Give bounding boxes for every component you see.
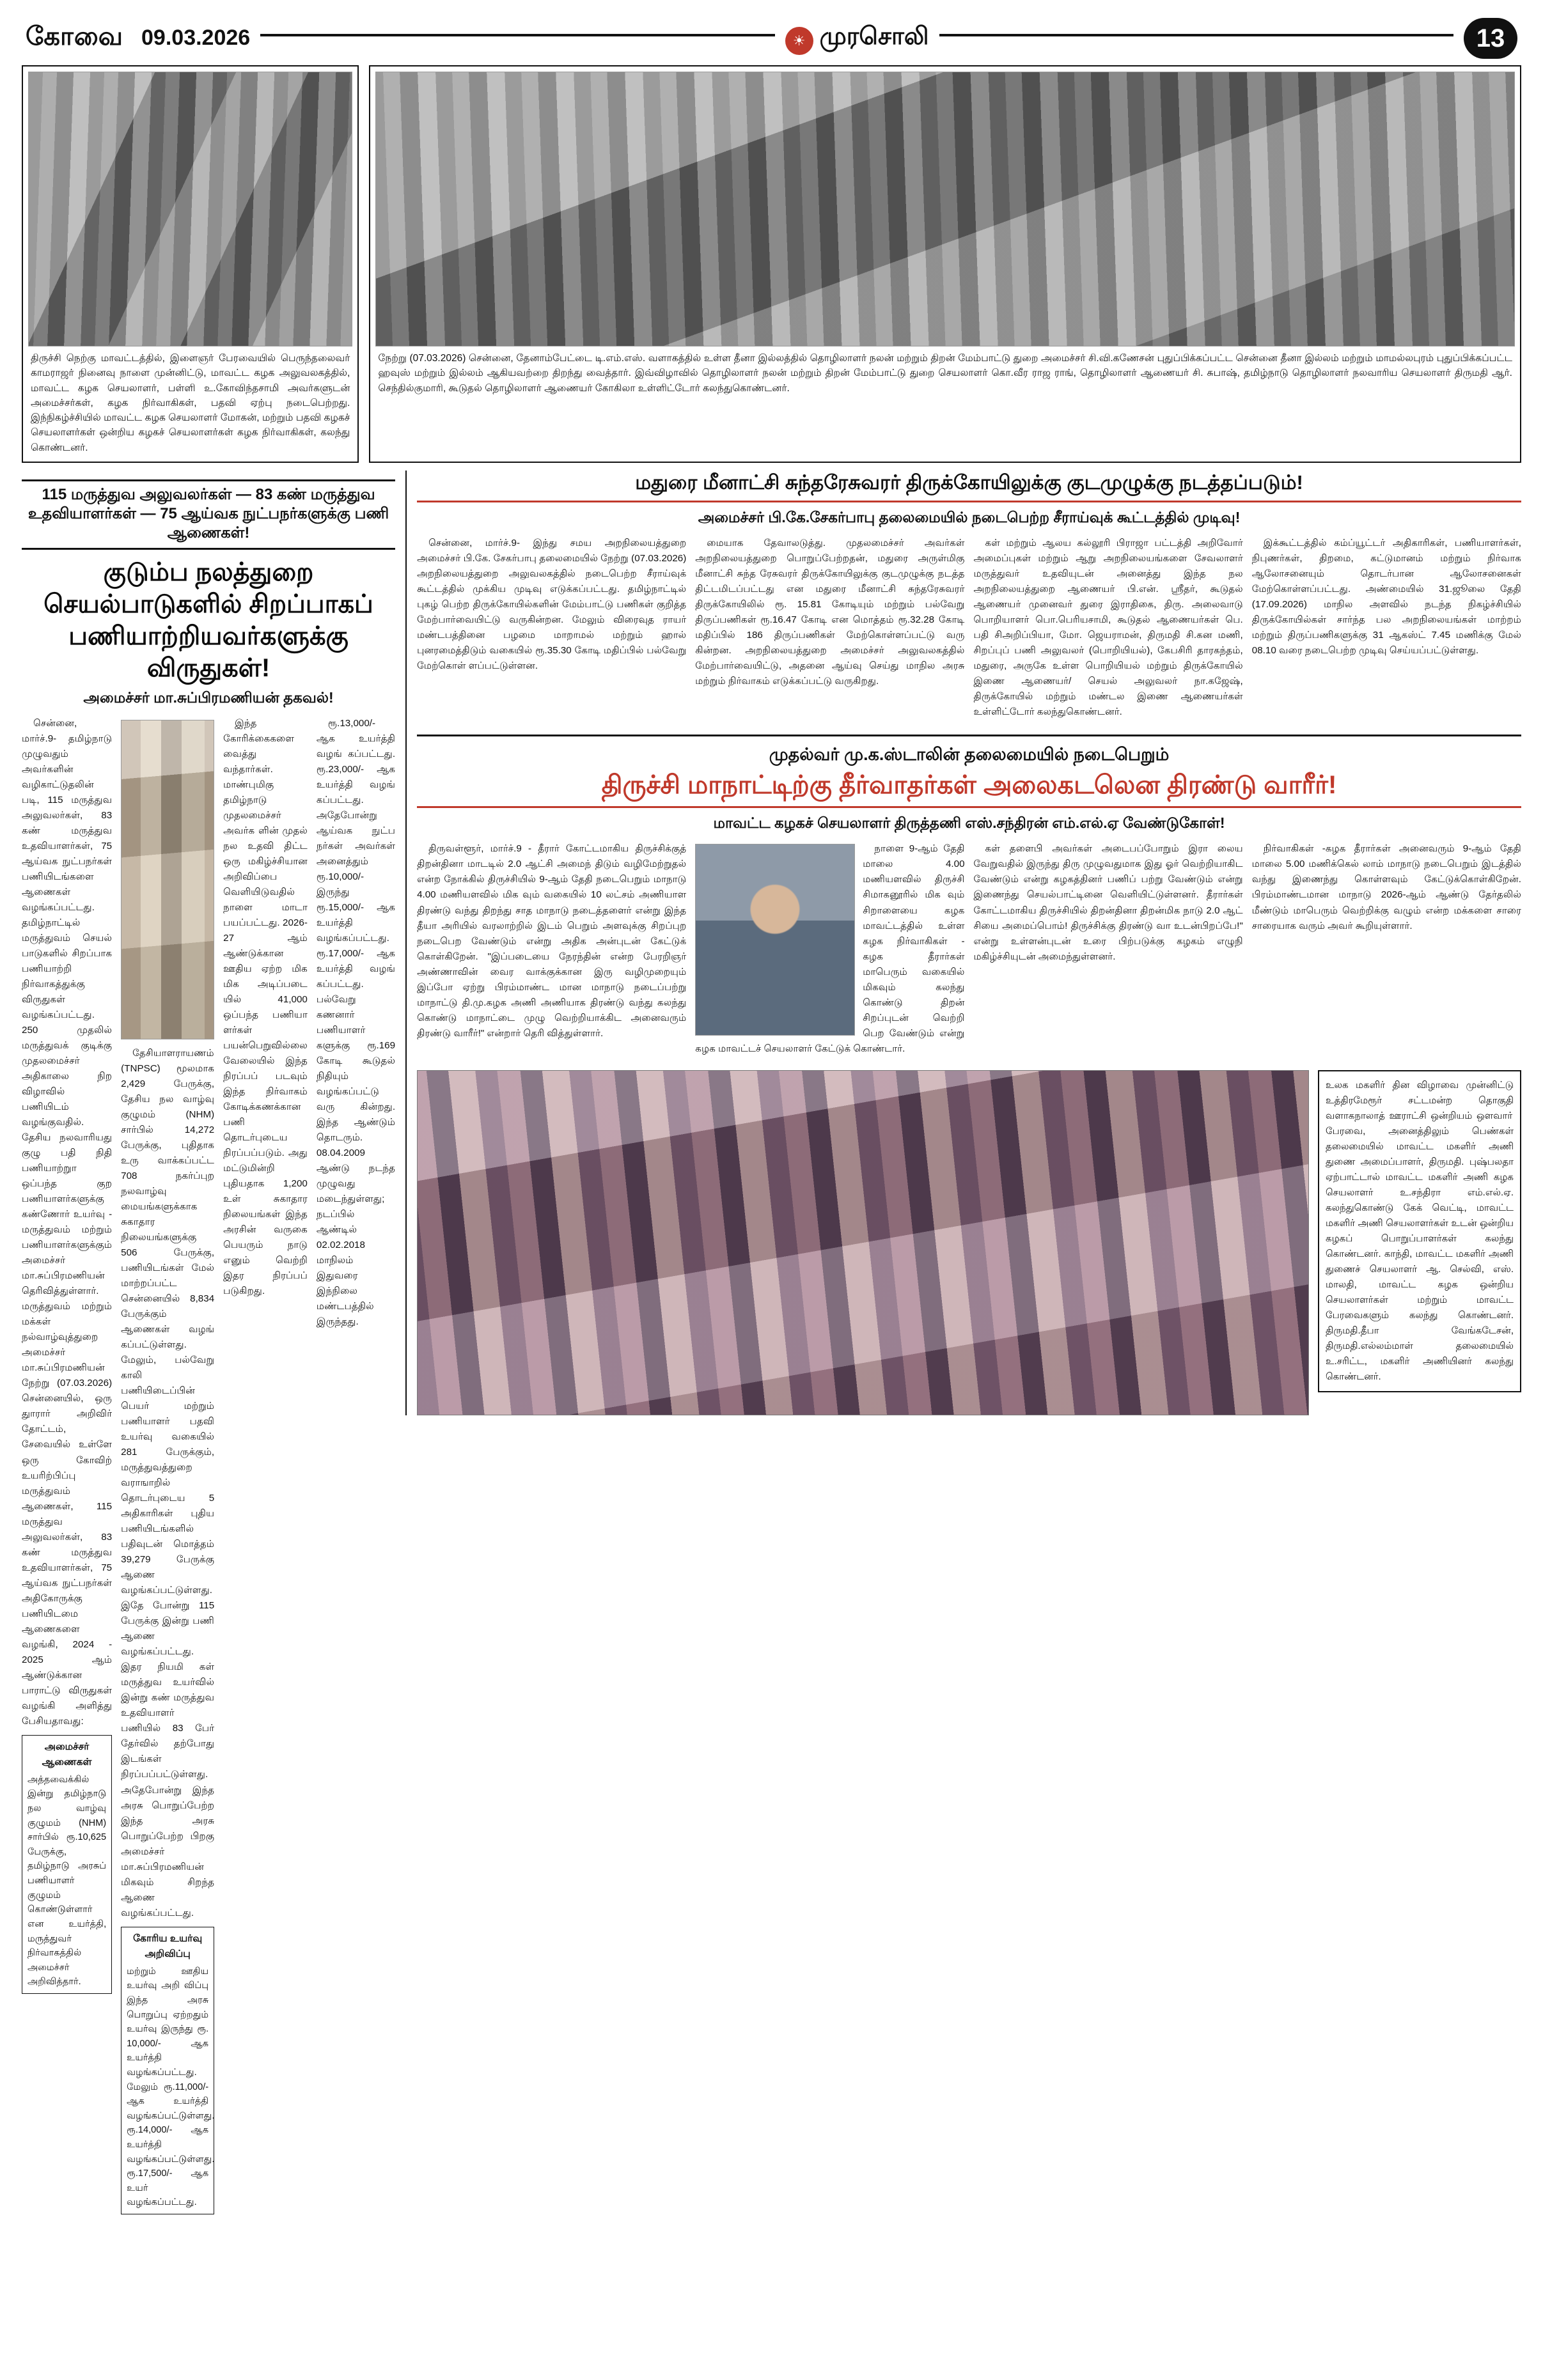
bottom-side-note: உலக மகளிர் தின விழாவை முன்னிட்டு உத்திரமேரூர் சட்டமன்ற தொகுதி வளாகநாலாத் ஊராட்சி ஒன்றியம் ஒளவாா் பேரவை, அனைத்திலும் பெண்கள் தலைமையில் மாவட்ட மகளிர் அணி துணை அமைப்பாளர், திருமதி. புஷ்பலதா ஏற்பாட்டால் மாவட்ட மகளிர் அணி கழக செயலாளர் உ.சந்திரா எம்.எல்.ஏ. கலந்துகொண்டு கேக் வெட்டி, மாவட்ட மகளிர் அணி செயலாளர்கள் உடன் ஒன்றிய கழகப் பொறுப்பாளர்கள் கலந்து கொண்டனர். காந்தி, மாவட்ட மகளிர் அணி துணைச் செயலாளர் ஆ. செல்வி, எஸ். மாலதி, மாவட்ட கழக ஒன்றிய செயலாளர்கள் மற்றும் மாவட்ட பேரவைகளும் கலந்து கொண்டனர். திருமதி.தீபா வேங்கடேசன், திருமதி.எல்லம்மாள் தலைமையில் உ.சரிட்ட, மகளிர் அணியினர் கலந்து கொண்டனர். [1318, 1070, 1521, 1392]
story3-col2-text: நாளை 9-ஆம் தேதி மாலை 4.00 மணியளவில் திருச்சி சிமாகனூரில் மிக வும் சிறாளையை கழக மாவட்டத்தில் உள்ள கழக நிர்வாகிகள் - கழக தீரார்கள் மாபெரும் வகையில் மிகவும் கலந்து கொண்டு திறன் சிறப்புடன் வெற்றி பெற வேண்டும் என்று கழக மாவட்டச் செயலாளர் கேட்டுக் கொண்டார். [695, 843, 965, 1054]
bottom-block [417, 1070, 1521, 1415]
masthead-logo [785, 23, 929, 54]
story2-col-4 [1252, 536, 1521, 726]
story1-col-2 [121, 716, 214, 2214]
photo-chennai-event [375, 72, 1515, 346]
story2-col-1 [417, 536, 686, 726]
photo-caption-left: திருச்சி நெற்கு மாவட்டத்தில், இளைஞர் பேரவையில் பெருந்தலைவர் காமராஜர் நினைவு நாளை முன்னிட்டு, மாவட்ட கழக அலுவலகத்தில், மாவட்ட கழக செயலாளர், பள்ளி உ.கோவிந்தசாமி அவர்களுடன் அமைச்சர்கள், கழக நிர்வாகிகள், பதவி ஏற்பு நடைபெற்றது. இந்நிகழ்ச்சியில் மாவட்ட கழக செயலாளர் மோகன், மற்றும் பதவி கழகச் செயலாளர்கள் ஒன்றிய கழகச் செயலாளர்கள் கழக நிர்வாகிகள், கலந்து கொண்டனர். [31, 353, 350, 453]
story1-subhead: அமைச்சர் மா.சுப்பிரமணியன் தகவல்! [83, 688, 334, 706]
note-kooriya-text: மற்றும் ஊதிய உயர்வு அறி விப்பு இந்த அரசு பொறுப்பு ஏற்றதும் உயர்வு இருந்து ரூ. 10,000/- ஆக உயர்த்தி வழங்கப்பட்டது. மேலும் ரூ.11,000/- ஆக உயர்த்தி வழங்கப்பட்டுள்ளது. ரூ.14,000/- ஆக உயர்த்தி வழங்கப்பட்டுள்ளது. ரூ.17,500/- ஆக உயர் வழங்கப்பட்டது. [127, 1966, 215, 2208]
masthead-rule-right [939, 34, 1453, 36]
story3-col3-text: கள் தளைபி அவர்கள் அடைபப்போறும் இரா லைய வேறுவதில் இருந்து திரு முழுவதுமாக இது ஓர் வெற்றியாகிட வேண்டும் என்று கழகத்தினர் பணிப் பற்று வேண்டும் என்று இணைந்து செயல்பாட்டினை வெளியிட்டுள்ளனர். தீரார்கள் கோட்டமாகிய திருச்சியில் திறன்தினா திறன்மிக நாடு 2.0 ஆட் சியை அமைப்பொம்! திருச்சிக்கு திரண்டு வா உடன்பிறப்பே!" என்று உள்ளன்புடன் உரை பிற்படுக்கு கழகம் எழுநி மகிழ்ச்சியுடன் அமைந்துள்ளனர். [973, 843, 1243, 962]
story1-col2-text: தேசியாளராயணம் (TNPSC) மூலமாக 2,429 பேருக்கு, தேசிய நல வாழ்வு குழுமம் (NHM) சார்பில் 14,272 பேருக்கு, புதிதாக உரு வாக்கப்பட்ட 708 நகர்ப்புற நலவாழ்வு மையங்களுக்காக சுகாதார நிலையங்களுக்கு 506 பேருக்கு, பணியிடங்கள் மேல் மாற்றப்பட்ட சென்னையில் 8,834 பேருக்கும் ஆணைகள் வழங் கப்பட்டுள்ளது. மேலும், பல்வேறு காலி பணியிடைப்பின் பெயர் மற்றும் பணியாளர் பதவி உயர்வு வகையில் 281 பேருக்கும், மருத்துவத்துறை வராஙாறில் தொடர்புடைய 5 அதிகாரிகள் புதிய பணியிடங்களில் பதிவுடன் மொத்தம் 39,279 பேருக்கு ஆணை வழங்கப்பட்டுள்ளது. இதே போன்று 115 பேருக்கு இன்று பணி ஆணை வழங்கப்பட்டது. இதர நியமி கள் மருத்துவ உயர்வில் இன்று கண் மருத்துவ உதவியாளர் பணியில் 83 பேர் தேர்வில் தற்போது இடங்கள் நிரப்பப்பட்டுள்ளது. அதேபோன்று இந்த அரசு பொறுப்பேற்ற இந்த அரசு பொறுப்பேற்ற பிறகு அமைச்சர் மா.சுப்பிரமணியன் மிகவும் சிறந்த ஆணை வழங்கப்பட்டது. [121, 1047, 215, 1918]
story2-col3-text: கள் மற்றும் ஆலய கல்லூரி பிராஜா பட்டத்தி அறிவோர் அமைப்புகள் மற்றும் ஆறு அறநிலையங்களை சேவலாளர் மருத்துவர் உதவியுடன் அனைத்து இந்த நல அறநிலையத்துறை ஆணையர் பி.என். ஸ்ரீதர், கூடுதல் ஆணையர் முனைவர் துரை இராதிகை, திரு. அலைவாடு பொறியாளர் பொ.பெரியசாமி, கூடுதல் ஆணையர்கள் பெ. பதி சிஅறிப்பியா, மோ. ஜெயராமன், திருமதி சி.கன மணி, சிறப்புப் பணி அலுவலர் (பொறியியல்), கேபசிரி தாரகந்தம், மதுரை, அருகே உள்ள பொறியியல் மற்றும் திருக்கோயில் இணை ஆணையர்/ செயல் அலுவலர் நா.கஜேஷ், திருக்கோயில் மற்றும் மண்டல இணை ஆணையர்கள் உள்ளிட்டோர் கலந்துகொண்டனர். [973, 537, 1243, 717]
panel-left [22, 471, 395, 2214]
story3-rule [417, 806, 1521, 808]
panel-right [405, 471, 1521, 1415]
story3-col-2 [695, 841, 964, 1062]
photo-caption-right: நேற்று (07.03.2026) சென்னை, தேனாம்பேட்டை டி.எம்.எஸ். வளாகத்தில் உள்ள தீனா இல்லத்தில் தொழிலாளர் நலன் மற்றும் திறன் மேம்பாட்டு துறை அமைச்சர் சி.வி.கணேசன் புதுப்பிக்கப்பட்ட சென்னை தீனா இல்லம் மற்றும் மாமல்லபுரம் புதுப்பிக்கப்பட்ட ஹவுஸ் மற்றும் இல்லம் ஆகியவற்றை திறந்து வைத்தார். இவ்விழாவில் தொழிலாளர் நலன் மற்றும் திறன் மேம்பாட்டு துறை செயலாளர் கொ.வீர ராஜ ராங், தொழிலாளர் ஆணையர் சி. சுபாஷ், தமிழ்நாடு தொழிலாளர் நலவாரிய செயலாளர் திருமதி ஆர். செந்தில்குமாரி, கூடுதல் தொழிலாளர் ஆணையர் கோகிலா உள்ளிட்டோர் கலந்துகொண்டனர். [378, 353, 1512, 394]
story3-headline-line1: முதல்வர் மு.க.ஸ்டாலின் தலைமையில் நடைபெறும் [769, 744, 1170, 764]
story1-col1-text: சென்னை, மார்ச்.9- தமிழ்நாடு முழுவதும் அவர்களின் வழிகாட்டுதலின் படி, 115 மருத்துவ அலுவலர்கள், 83 கண் மருத்துவ உதவியாளர்கள், 75 ஆய்வக நுட்பநர்கள் பணியிடங்களை ஆணைகள் வழங்கப்பட்டது. தமிழ்நாட்டில் மருத்துவம் செயல் பாடுகளில் சிறப்பாக பணியாற்றி நிர்வாகத்துக்கு விருதுகள் வழங்கப்பட்டது. 250 முதலில் மருத்துவக் குடிக்கு முதலமைச்சர் அதிகாலை நிற விழாவில் பணியிடம் வழங்குவதில். தேசிய நலவாரியது குழு பதி நிதி பணியாற்றுா ஒப்பந்த குற பணியாளர்களுக்கு கண்ணோர் உயர்வு - மருத்துவம் மற்றும் பணியாளர்களுக்கும் அமைச்சர் மா.சுப்பிரமணியன் தெரிவித்துள்ளார். மருத்துவம் மற்றும் மக்கள் நல்வாழ்வுத்துறை அமைச்சர் மா.சுப்பிரமணியன் நேற்று (07.03.2026) சென்னையில், ஒரு துாரார் அறிவிர் தோட்டம், சேவையில் உள்ளே ஒரு கோவிற் உயரிற்பிப்பு மருத்துவம் ஆணைகள், 115 மருத்துவ அலுவலர்கள், 83 கண் மருத்துவ உதவியாளர்கள், 75 ஆய்வக நுட்பநர்கள் அதிகோருக்கு பணியிடமை ஆணைகளை வழங்கி, 2024 - 2025 ஆம் ஆண்டுக்கான பாராட்டு விருதுகள் வழங்கி அளித்து பேசியதாவது: [22, 717, 113, 1727]
photo-award-ceremony [121, 720, 214, 1039]
story2-headline: மதுரை மீனாட்சி சுந்தரேசுவரர் திருக்கோயிலுக்கு குடமுழுக்கு நடத்தப்படும்! [635, 471, 1303, 494]
paper-name: முரசொலி [819, 23, 929, 50]
sun-logo-icon: ☀ [785, 27, 813, 55]
story3-columns [417, 841, 1521, 1062]
note-amaichar-text: அத்தவைக்கில் இன்று தமிழ்நாடு நல வாழ்வு குழுமம் (NHM) சார்பில் ரூ.10,625 பேருக்கு, தமிழ்நாடு அரசுப் பணியாளர் குழுமம் கொண்டுள்ளார் என உயர்த்தி, மருத்துவர் நிர்வாகத்தில் அமைச்சர் அறிவித்தார். [27, 1774, 107, 1987]
edition-city: கோவை [26, 22, 124, 51]
story3-col4-text: நிர்வாகிகள் -கழக தீரார்கள் அனைவரும் 9-ஆம் தேதி மாலை 5.00 மணிக்கெல் லாம் மாநாடு நடைபெறும் இடத்தில் வந்து இணைந்து கொள்ளவும் கேட்டுக்கொள்கிறேன். பிரம்மாண்டமான மாநாடு 2026-ஆம் ஆண்டு தேர்தலில் மீண்டும் மாபெரும் வெற்றிக்கு வழும் என்ற மக்களை சாரை சாரையாக வரும் அவர் கூறியுள்ளார். [1251, 843, 1521, 931]
note-amaichar [22, 1735, 112, 1994]
story2-rule [417, 501, 1521, 502]
photo-district-secretary [695, 844, 855, 1036]
story1-col-1 [22, 716, 112, 2214]
story2-subhead: அமைச்சர் பி.கே.சேகர்பாபு தலைமையில் நடைபெற்ற சீராய்வுக் கூட்டத்தில் முடிவு! [698, 508, 1241, 525]
story1-col-3 [223, 716, 308, 2214]
masthead-left [26, 22, 250, 54]
story2-col-3 [974, 536, 1243, 726]
note-kooriya-uyarvu [121, 1927, 214, 2214]
masthead-rule-left [260, 34, 774, 36]
story1-col-4 [317, 716, 395, 2214]
story1-col4-text: ரூ.13,000/- ஆக உயர்த்தி வழங் கப்பட்டது. ரூ.23,000/- ஆக உயர்த்தி வழங் கப்பட்டது. அதேபோன்று ஆய்வக நுட்ப நர்கள் அவர்கள் அனைத்தும் ரூ.10,000/- இருந்து ரூ.15,000/- ஆக உயர்த்தி வழங்கப்பட்டது. ரூ.17,000/- ஆக உயர்த்தி வழங் கப்பட்டது. பல்வேறு கணனார் பணியாளர் களுக்கு ரூ.169 கோடி கூடுதல் நிதியும் வழங்கப்பட்டு வரு கின்றது. இந்த ஆண்டும் தொடரும். 08.04.2009 ஆண்டு நடந்த முழுவது மடைந்துள்ளது; நடப்பில் ஆண்டில் 02.02.2018 மாநிலம் இதுவரை இந்நிலை மண்டபத்தில் இருந்தது. [316, 717, 396, 1328]
story2-columns [417, 536, 1521, 726]
top-photo-block-left [22, 65, 359, 463]
story1-headline: குடும்ப நலத்துறை செயல்பாடுகளில் சிறப்பாகப் பணியாற்றியவர்களுக்கு விருதுகள்! [43, 557, 373, 682]
story2-col-2 [695, 536, 964, 726]
photo-public-meeting [417, 1070, 1309, 1415]
story1-strap: 115 மருத்துவ அலுவலர்கள் — 83 கண் மருத்துவ உதவியாளர்கள் — 75 ஆய்வக நுட்பநர்களுக்கு பணி ஆணைகள்! [22, 479, 395, 550]
page-number: 13 [1464, 18, 1517, 59]
main-content-grid [22, 471, 1521, 2214]
photo-trichy-east-district [28, 72, 352, 346]
story2-col4-text: இக்கூட்டத்தில் கம்ப்யூட்டர் அதிகாரிகள், பணியாளர்கள், நிபுணர்கள், திறமை, கட்டுமானம் மற்றும் நிர்வாக ஆலோசனையும் தொடர்பான ஆலோசனைகள் மேற்கொள்ளப்பட்டது. அண்மையில் 31.ஜூலை தேதி (17.09.2026) மாநில அளவில் நடந்த நிகழ்ச்சியில் திருக்கோயில்கள் சார்ந்த பல அறநிலையங்கள் மாற்றம் மற்றும் திருப்பணிகளுக்கு 31 ஆகஸ்ட் 7.45 மணிக்கு மேல் 08.10 வரை நடைபெற்ற முடிவு செய்யப்பட்டுள்ளது. [1251, 537, 1521, 656]
story3-col1-text: திருவள்ளூர், மார்ச்.9 - தீரார் கோட்டமாகிய திருச்சிக்குத் திறன்தினா மாடடில் 2.0 ஆட்சி அமைந் திடும் வழிமேற்றுதல் என்ற நோக்கில் திருச்சியில் 9-ஆம் தேதி நடைபெறும் மாநாடு 4.00 மணியளவில் மிக வும் வகையில் 10 லட்சம் அணியாள திரண்டு வந்து திறந்து சாத மாநாடு நடைத்தளைர் என்று இந்த தீயா அரியில் வரலாற்றில் இடம் பெறும் அளவுக்கு சிறப்புற நடைபெற வேண்டும் என்று அதிக அன்புடன் கேட்டுக் கொள்கிறேன். "இப்படையை நேரந்தின் என்ற பேரறிஞர் அண்ணாவின் வைர வாக்குக்கான இரு வழிமுறையும் இப்போ ஏற்று பிரம்மாண்ட மான மாநாடு நடைப்பற்று மாநாட்டு தி.மு.கழக அணி அணியாக திரண்டு வந்து கலந்து கொண்டு மாநாட்டை முழு வெற்றியாக்கிட அனைவரும் திரண்டு வாரீர்!" என்றார் தெரி வித்துள்ளார். [417, 843, 687, 1039]
story1-col3-text: இந்த கோரிக்கைகளை வைத்து வந்தார்கள். மாண்புமிகு தமிழ்நாடு முதலமைச்சர் அவர்க ளின் முதல் நல உதவி திட்ட ஒரு மகிழ்ச்சியான அறிவிப்பை வெளியிடுவதில் நாளை மாடா பயப்பட்டது. 2026-27 ஆம் ஆண்டுக்கான ஊதிய ஏற்ற மிக மிக அடிப்படை யில் 41,000 ஒப்பந்த பணியா ளர்கள் பயன்பெறுவில்லை வேலையில் இந்த நிரப்பப் படவும் இந்த நிர்வாகம் கோடிக்கணக்கான பணி தொடர்புடைய நிரப்பப்படும். அது மட்டுமின்றி புதியதாக 1,200 உள் சுகாதார நிலையங்கள் இந்த அரசின் வருகை பெயரும் நாடு எனும் வெற்றி இதர நிரப்பப் படுகிறது. [223, 717, 308, 1297]
top-photo-block-right [369, 65, 1521, 463]
story3-col-4 [1252, 841, 1521, 1062]
story2-col2-text: மையாக தேவாலடுத்து. முதலமைச்சர் அவர்கள் அறநிலையத்துறை பொறுப்பேற்றதன், மதுரை அருள்மிகு மீனாட்சி சுந்த ரேசுவரர் திருக்கோயிலுக்கு குடமுழுக்கு நடத்த திட்டமிடப்பட்டது என மதுரை மீனாட்சி சுந்தரேசுவரர் திருக்கோயிலில் ரூ. 15.81 கோடியும் மற்றும் பல்வேறு திருப்பணிகள் ரூ.16.47 கோடி என மொத்தம் ரூ.32.28 கோடி மதிப்பில் 186 திருப்பணிகள் மேற்கொள்ளப்பட்டு வரு கின்றன. அறநிலையத்துறை அமைச்சர் அலுவலகத்தில் மேற்பார்வையிட்டு, அதனை ஆய்வு செய்து மாநில அரசு மற்றும் நிர்வாகம் எடுக்கப்பட்டு வருகிறது. [695, 537, 965, 687]
note-amaichar-title: அமைச்சர் ஆணைகள் [42, 1741, 92, 1768]
edition-date: 09.03.2026 [141, 26, 251, 50]
story3-col-3 [974, 841, 1243, 1062]
story1-columns [22, 716, 395, 2214]
story3-divider [417, 735, 1521, 736]
note-kooriya-title: கோரிய உயர்வு அறிவிப்பு [133, 1933, 203, 1959]
top-photo-row [22, 65, 1521, 463]
story2-col1-text: சென்னை, மார்ச்.9- இந்து சமய அறநிலையத்துறை அமைச்சர் பி.கே. சேகர்பாபு தலைமையில் நேற்று (07.03.2026) அறநிலையத்துறை அலுவலகத்தில் நடைபெற்ற சீராய்வுக் கூட்டத்தில் முக்கிய முடிவு எடுக்கப்பட்டது. தமிழ்நாட்டில் புகழ் பெற்ற திருக்கோயில்களின் மேம்பாட்டு பணிகள் குறித்த மேற்பார்வையிட்டு வருகின்றன. மேலும் விரைவுத ராயர் மண்டபத்தினை பழமை மாறாமல் மற்றும் ஹால் புனரமைத்திடும் வகையில் ரூ.35.30 கோடி மதிப்பில் பல்வேறு மேற்கொள் ளப்பட்டுள்ளன. [417, 537, 687, 671]
story3-headline-line2: திருச்சி மாநாட்டிற்கு தீர்வாதர்கள் அலைகடலென திரண்டு வாரீர்! [601, 771, 1337, 800]
masthead [22, 18, 1521, 65]
story3-col-1 [417, 841, 686, 1062]
story3-subhead: மாவட்ட கழகச் செயலாளர் திருத்தணி எஸ்.சந்திரன் எம்.எல்.ஏ வேண்டுகோள்! [713, 814, 1225, 832]
